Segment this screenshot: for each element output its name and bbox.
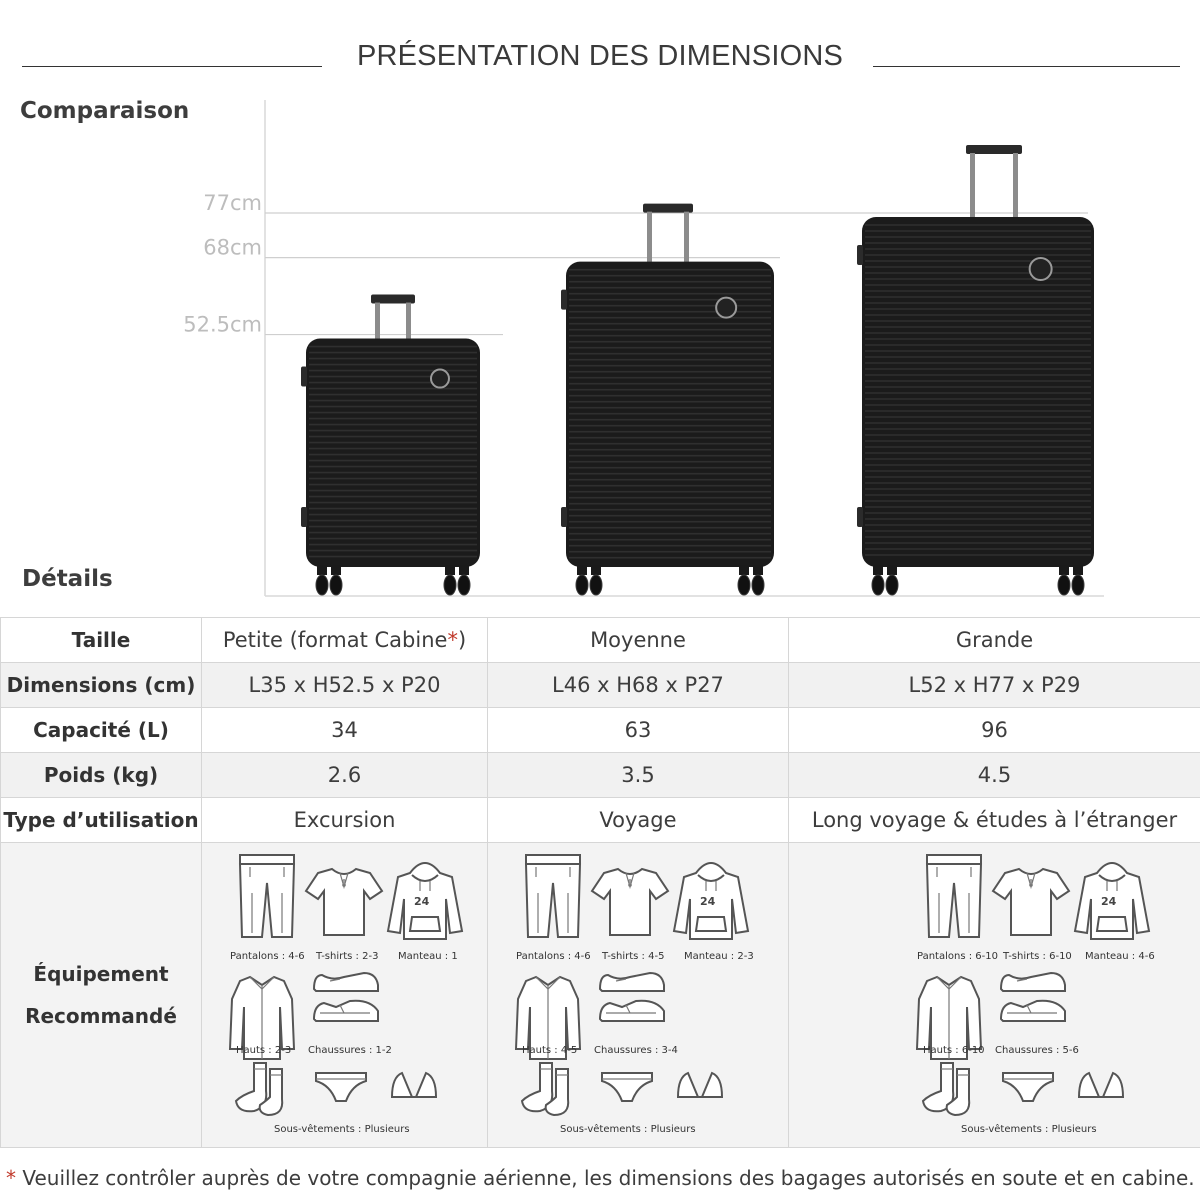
equipment-caption-tops: Hauts : 4-5 — [522, 1045, 578, 1056]
header-dimensions: Dimensions (cm) — [1, 663, 202, 708]
usage-small: Excursion — [202, 798, 488, 843]
equipment-caption-pants: Pantalons : 4-6 — [516, 951, 591, 962]
briefs-icon — [1001, 1071, 1055, 1110]
tick-label-1: 68cm — [203, 235, 262, 260]
footnote: * Veuillez contrôler auprès de votre compagnie aérienne, les dimensions des bagages autorisés en soute et en cabine. — [6, 1166, 1195, 1190]
comparison-heading: Comparaison — [20, 98, 190, 124]
suitcase-size-chart — [0, 90, 1200, 610]
equipment-caption-underwear: Sous-vêtements : Plusieurs — [560, 1124, 696, 1135]
pants-icon — [522, 853, 584, 944]
row-dimensions — [1, 663, 1200, 708]
header-capacity: Capacité (L) — [1, 708, 202, 753]
row-weight — [1, 753, 1200, 798]
hoodie-number: 24 — [700, 895, 716, 908]
dimensions-large: L52 x H77 x P29 — [789, 663, 1200, 708]
tshirt-icon — [304, 865, 384, 942]
socks-icon — [518, 1061, 576, 1122]
capacity-medium: 63 — [488, 708, 789, 753]
weight-large: 4.5 — [789, 753, 1200, 798]
equipment-caption-tshirts: T-shirts : 2-3 — [316, 951, 379, 962]
details-table — [0, 617, 1200, 1148]
equipment-caption-shoes: Chaussures : 1-2 — [308, 1045, 392, 1056]
bra-icon — [388, 1069, 440, 1108]
capacity-large: 96 — [789, 708, 1200, 753]
usage-medium: Voyage — [488, 798, 789, 843]
row-capacity — [1, 708, 1200, 753]
equipment-caption-shoes: Chaussures : 3-4 — [594, 1045, 678, 1056]
cabin-asterisk: * — [447, 628, 458, 652]
equipment-caption-tops: Hauts : 6-10 — [923, 1045, 985, 1056]
equipment-caption-pants: Pantalons : 4-6 — [230, 951, 305, 962]
pants-icon — [236, 853, 298, 944]
size-large: Grande — [789, 618, 1200, 663]
bra-icon — [1075, 1069, 1127, 1108]
equipment-large — [789, 843, 1200, 1148]
hoodie-icon — [386, 859, 464, 946]
briefs-icon — [314, 1071, 368, 1110]
size-small: Petite (format Cabine*) — [202, 618, 488, 663]
equipment-caption-underwear: Sous-vêtements : Plusieurs — [961, 1124, 1097, 1135]
header-rule-right — [873, 66, 1180, 67]
tick-label-2: 52.5cm — [183, 312, 262, 337]
pants-icon — [923, 853, 985, 944]
equipment-caption-tshirts: T-shirts : 4-5 — [602, 951, 665, 962]
header-usage: Type d’utilisation — [1, 798, 202, 843]
page-title: PRÉSENTATION DES DIMENSIONS — [356, 40, 844, 72]
equipment-caption-coat: Manteau : 1 — [398, 951, 458, 962]
equipment-caption-shoes: Chaussures : 5-6 — [995, 1045, 1079, 1056]
header-weight: Poids (kg) — [1, 753, 202, 798]
tick-label-0: 77cm — [203, 191, 262, 215]
tshirt-icon — [590, 865, 670, 942]
shoes-icon — [596, 969, 668, 1034]
socks-icon — [919, 1061, 977, 1122]
weight-small: 2.6 — [202, 753, 488, 798]
equipment-medium — [488, 843, 789, 1148]
equipment-caption-tops: Hauts : 2-3 — [236, 1045, 292, 1056]
dimensions-medium: L46 x H68 x P27 — [488, 663, 789, 708]
shoes-icon — [997, 969, 1069, 1034]
row-usage — [1, 798, 1200, 843]
equipment-caption-pants: Pantalons : 6-10 — [917, 951, 998, 962]
row-size — [1, 618, 1200, 663]
suitcase-small — [301, 295, 480, 595]
equipment-caption-coat: Manteau : 2-3 — [684, 951, 754, 962]
suitcase-medium — [561, 204, 774, 595]
equipment-caption-coat: Manteau : 4-6 — [1085, 951, 1155, 962]
bra-icon — [674, 1069, 726, 1108]
socks-icon — [232, 1061, 290, 1122]
weight-medium: 3.5 — [488, 753, 789, 798]
details-heading: Détails — [22, 566, 113, 592]
equipment-caption-tshirts: T-shirts : 6-10 — [1003, 951, 1072, 962]
hoodie-number: 24 — [1101, 895, 1117, 908]
size-medium: Moyenne — [488, 618, 789, 663]
hoodie-icon — [1073, 859, 1151, 946]
hoodie-icon — [672, 859, 750, 946]
hoodie-number: 24 — [414, 895, 430, 908]
row-equipment — [1, 843, 1200, 1148]
header-size: Taille — [1, 618, 202, 663]
shoes-icon — [310, 969, 382, 1034]
capacity-small: 34 — [202, 708, 488, 753]
tshirt-icon — [991, 865, 1071, 942]
footnote-asterisk: * — [6, 1166, 16, 1190]
equipment-small — [202, 843, 488, 1148]
briefs-icon — [600, 1071, 654, 1110]
usage-large: Long voyage & études à l’étranger — [789, 798, 1200, 843]
dimensions-small: L35 x H52.5 x P20 — [202, 663, 488, 708]
header-equipment: Équipement Recommandé — [1, 843, 202, 1148]
equipment-caption-underwear: Sous-vêtements : Plusieurs — [274, 1124, 410, 1135]
